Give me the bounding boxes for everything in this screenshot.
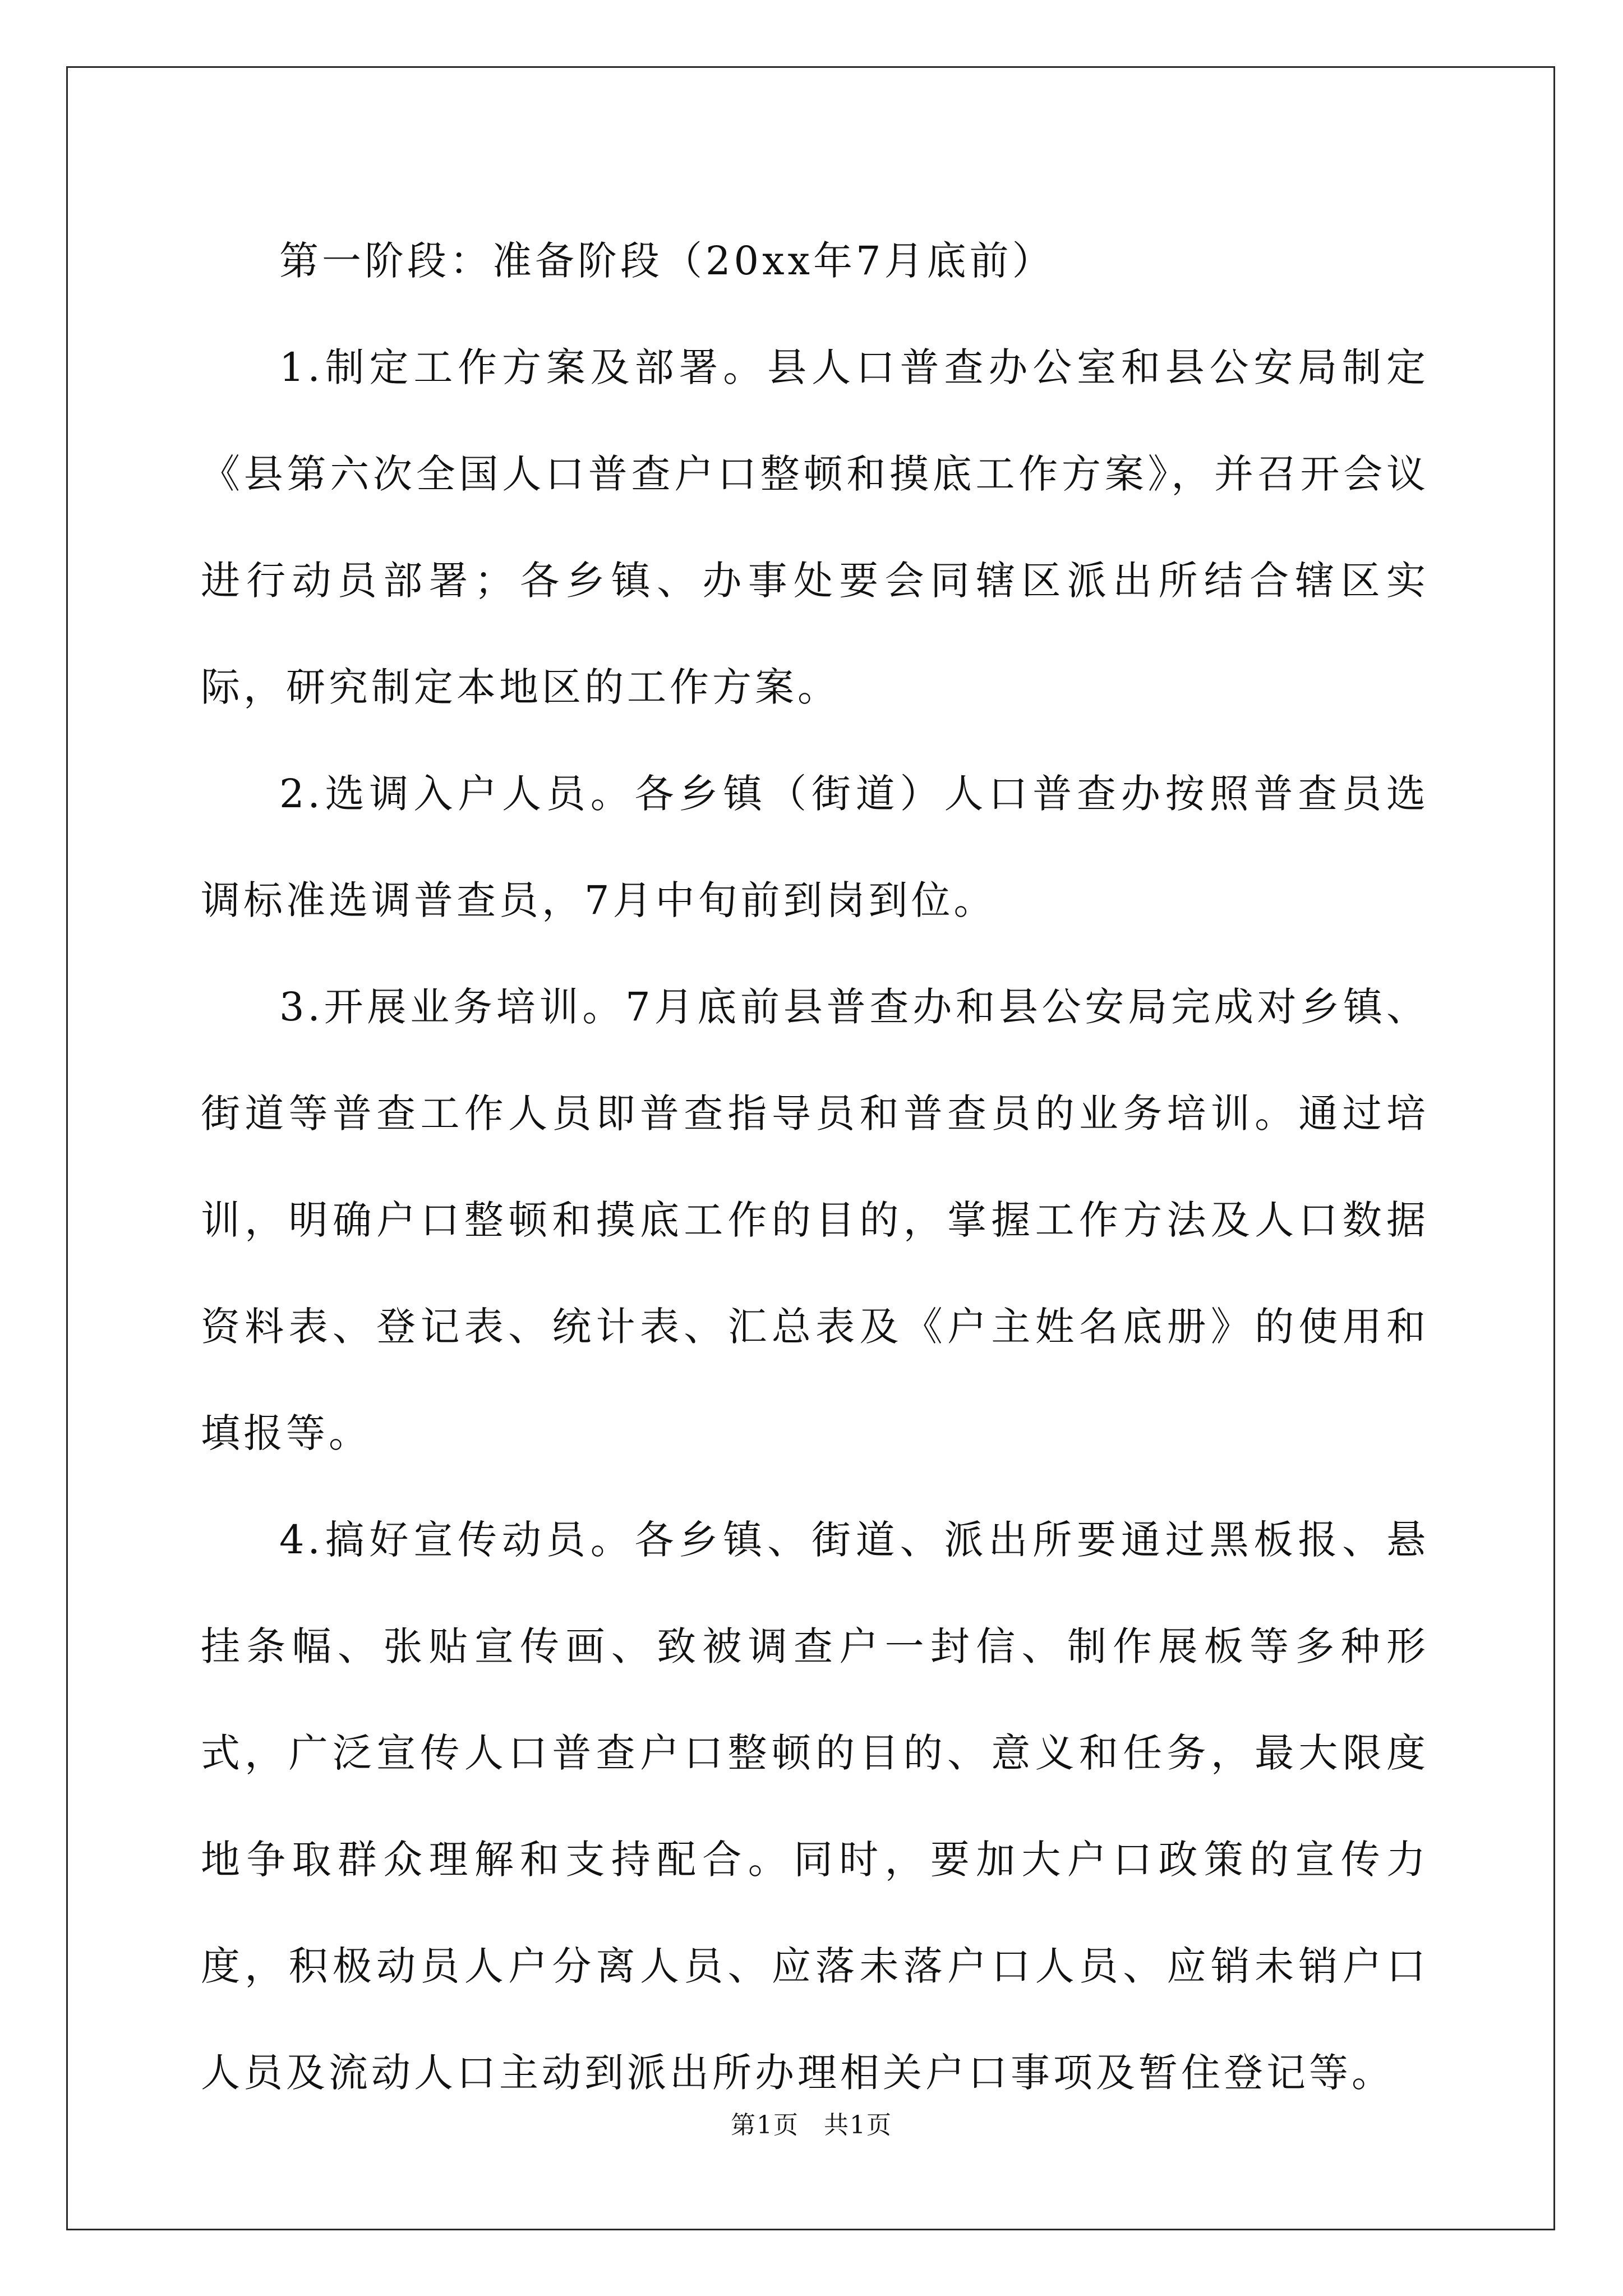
paragraph-item-3: 3.开展业务培训。7月底前县普查办和县公安局完成对乡镇、街道等普查工作人员即普查指导员和普查员的业务培训。通过培训，明确户口整顿和摸底工作的目的，掌握工作方法及人口数据资料表、登记表、统计表、汇总表及《户主姓名底册》的使用和填报等。 <box>201 984 1429 1456</box>
page-number: 第1页 <box>731 2111 799 2139</box>
paragraph-item-2: 2.选调入户人员。各乡镇（街道）人口普查办按照普查员选调标准选调普查员，7月中旬前到岗到位。 <box>201 771 1429 923</box>
paragraph-stage-heading: 第一阶段：准备阶段（20xx年7月底前） <box>279 238 1055 284</box>
document-body <box>201 208 1429 2126</box>
page-total: 共1页 <box>824 2111 892 2139</box>
page-footer <box>0 2105 1623 2141</box>
paragraph-item-4: 4.搞好宣传动员。各乡镇、街道、派出所要通过黑板报、悬挂条幅、张贴宣传画、致被调查户一封信、制作展板等多种形式，广泛宣传人口普查户口整顿的目的、意义和任务，最大限度地争取群众理解和支持配合。同时，要加大户口政策的宣传力度，积极动员人户分离人员、应落未落户口人员、应销未销户口人员及流动人口主动到派出所办理相关户口事项及暂住登记等。 <box>201 1517 1429 2096</box>
paragraph-item-1: 1.制定工作方案及部署。县人口普查办公室和县公安局制定《县第六次全国人口普查户口整顿和摸底工作方案》，并召开会议进行动员部署；各乡镇、办事处要会同辖区派出所结合辖区实际，研究制定本地区的工作方案。 <box>201 344 1429 710</box>
